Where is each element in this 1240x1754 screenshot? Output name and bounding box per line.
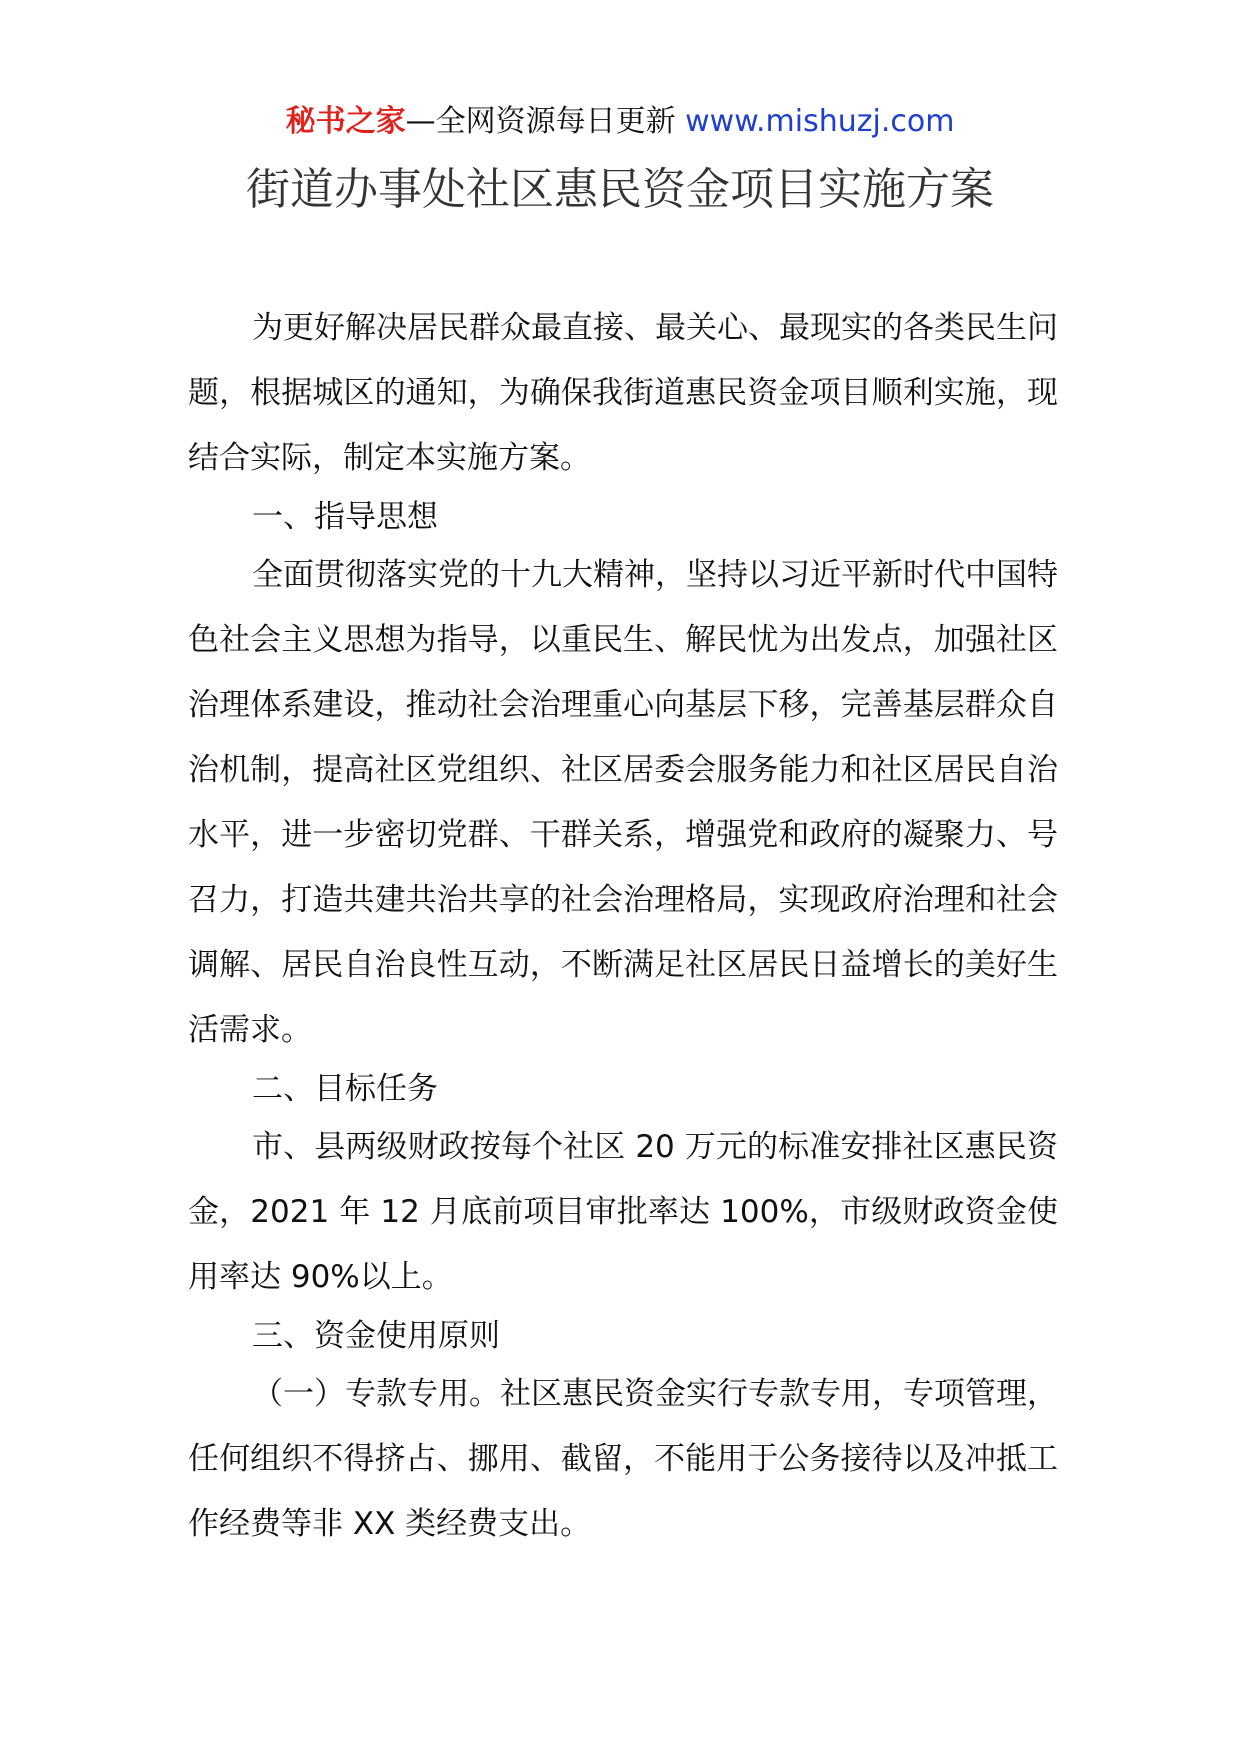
header-tagline: —全网资源每日更新 [405, 104, 686, 139]
section-heading-goals: 二、目标任务 [252, 1071, 438, 1107]
site-url-link[interactable]: www.mishuzj.com [685, 104, 955, 139]
section-heading-fund-principles: 三、资金使用原则 [252, 1318, 500, 1354]
section-paragraph-fund-principles: （一）专款专用。社区惠民资金实行专款专用，专项管理，任何组织不得挤占、挪用、截留，不能用于公务接待以及冲抵工作经费等非 XX 类经费支出。 [188, 1376, 1058, 1542]
section-paragraph-goals: 市、县两级财政按每个社区 20 万元的标准安排社区惠民资金，2021 年 12 月底前项目审批率达 100%，市级财政资金使用率达 90%以上。 [188, 1129, 1058, 1295]
section-paragraph-guiding-thought: 全面贯彻落实党的十九大精神，坚持以习近平新时代中国特色社会主义思想为指导，以重民生、解民忧为出发点，加强社区治理体系建设，推动社会治理重心向基层下移，完善基层群众自治机制，提高社区党组织、社区居委会服务能力和社区居民自治水平，进一步密切党群、干群关系，增强党和政府的凝聚力、号召力，打造共建共治共享的社会治理格局，实现政府治理和社会调解、居民自治良性互动，不断满足社区居民日益增长的美好生活需求。 [188, 557, 1058, 1048]
brand-name: 秘书之家 [285, 104, 406, 139]
document-body [188, 296, 1058, 1557]
document-title: 街道办事处社区惠民资金项目实施方案 [246, 164, 994, 215]
section-heading-guiding-thought: 一、指导思想 [252, 499, 438, 535]
intro-paragraph: 为更好解决居民群众最直接、最关心、最现实的各类民生问题，根据城区的通知，为确保我街道惠民资金项目顺利实施，现结合实际，制定本实施方案。 [188, 310, 1058, 476]
site-header [0, 100, 1240, 144]
